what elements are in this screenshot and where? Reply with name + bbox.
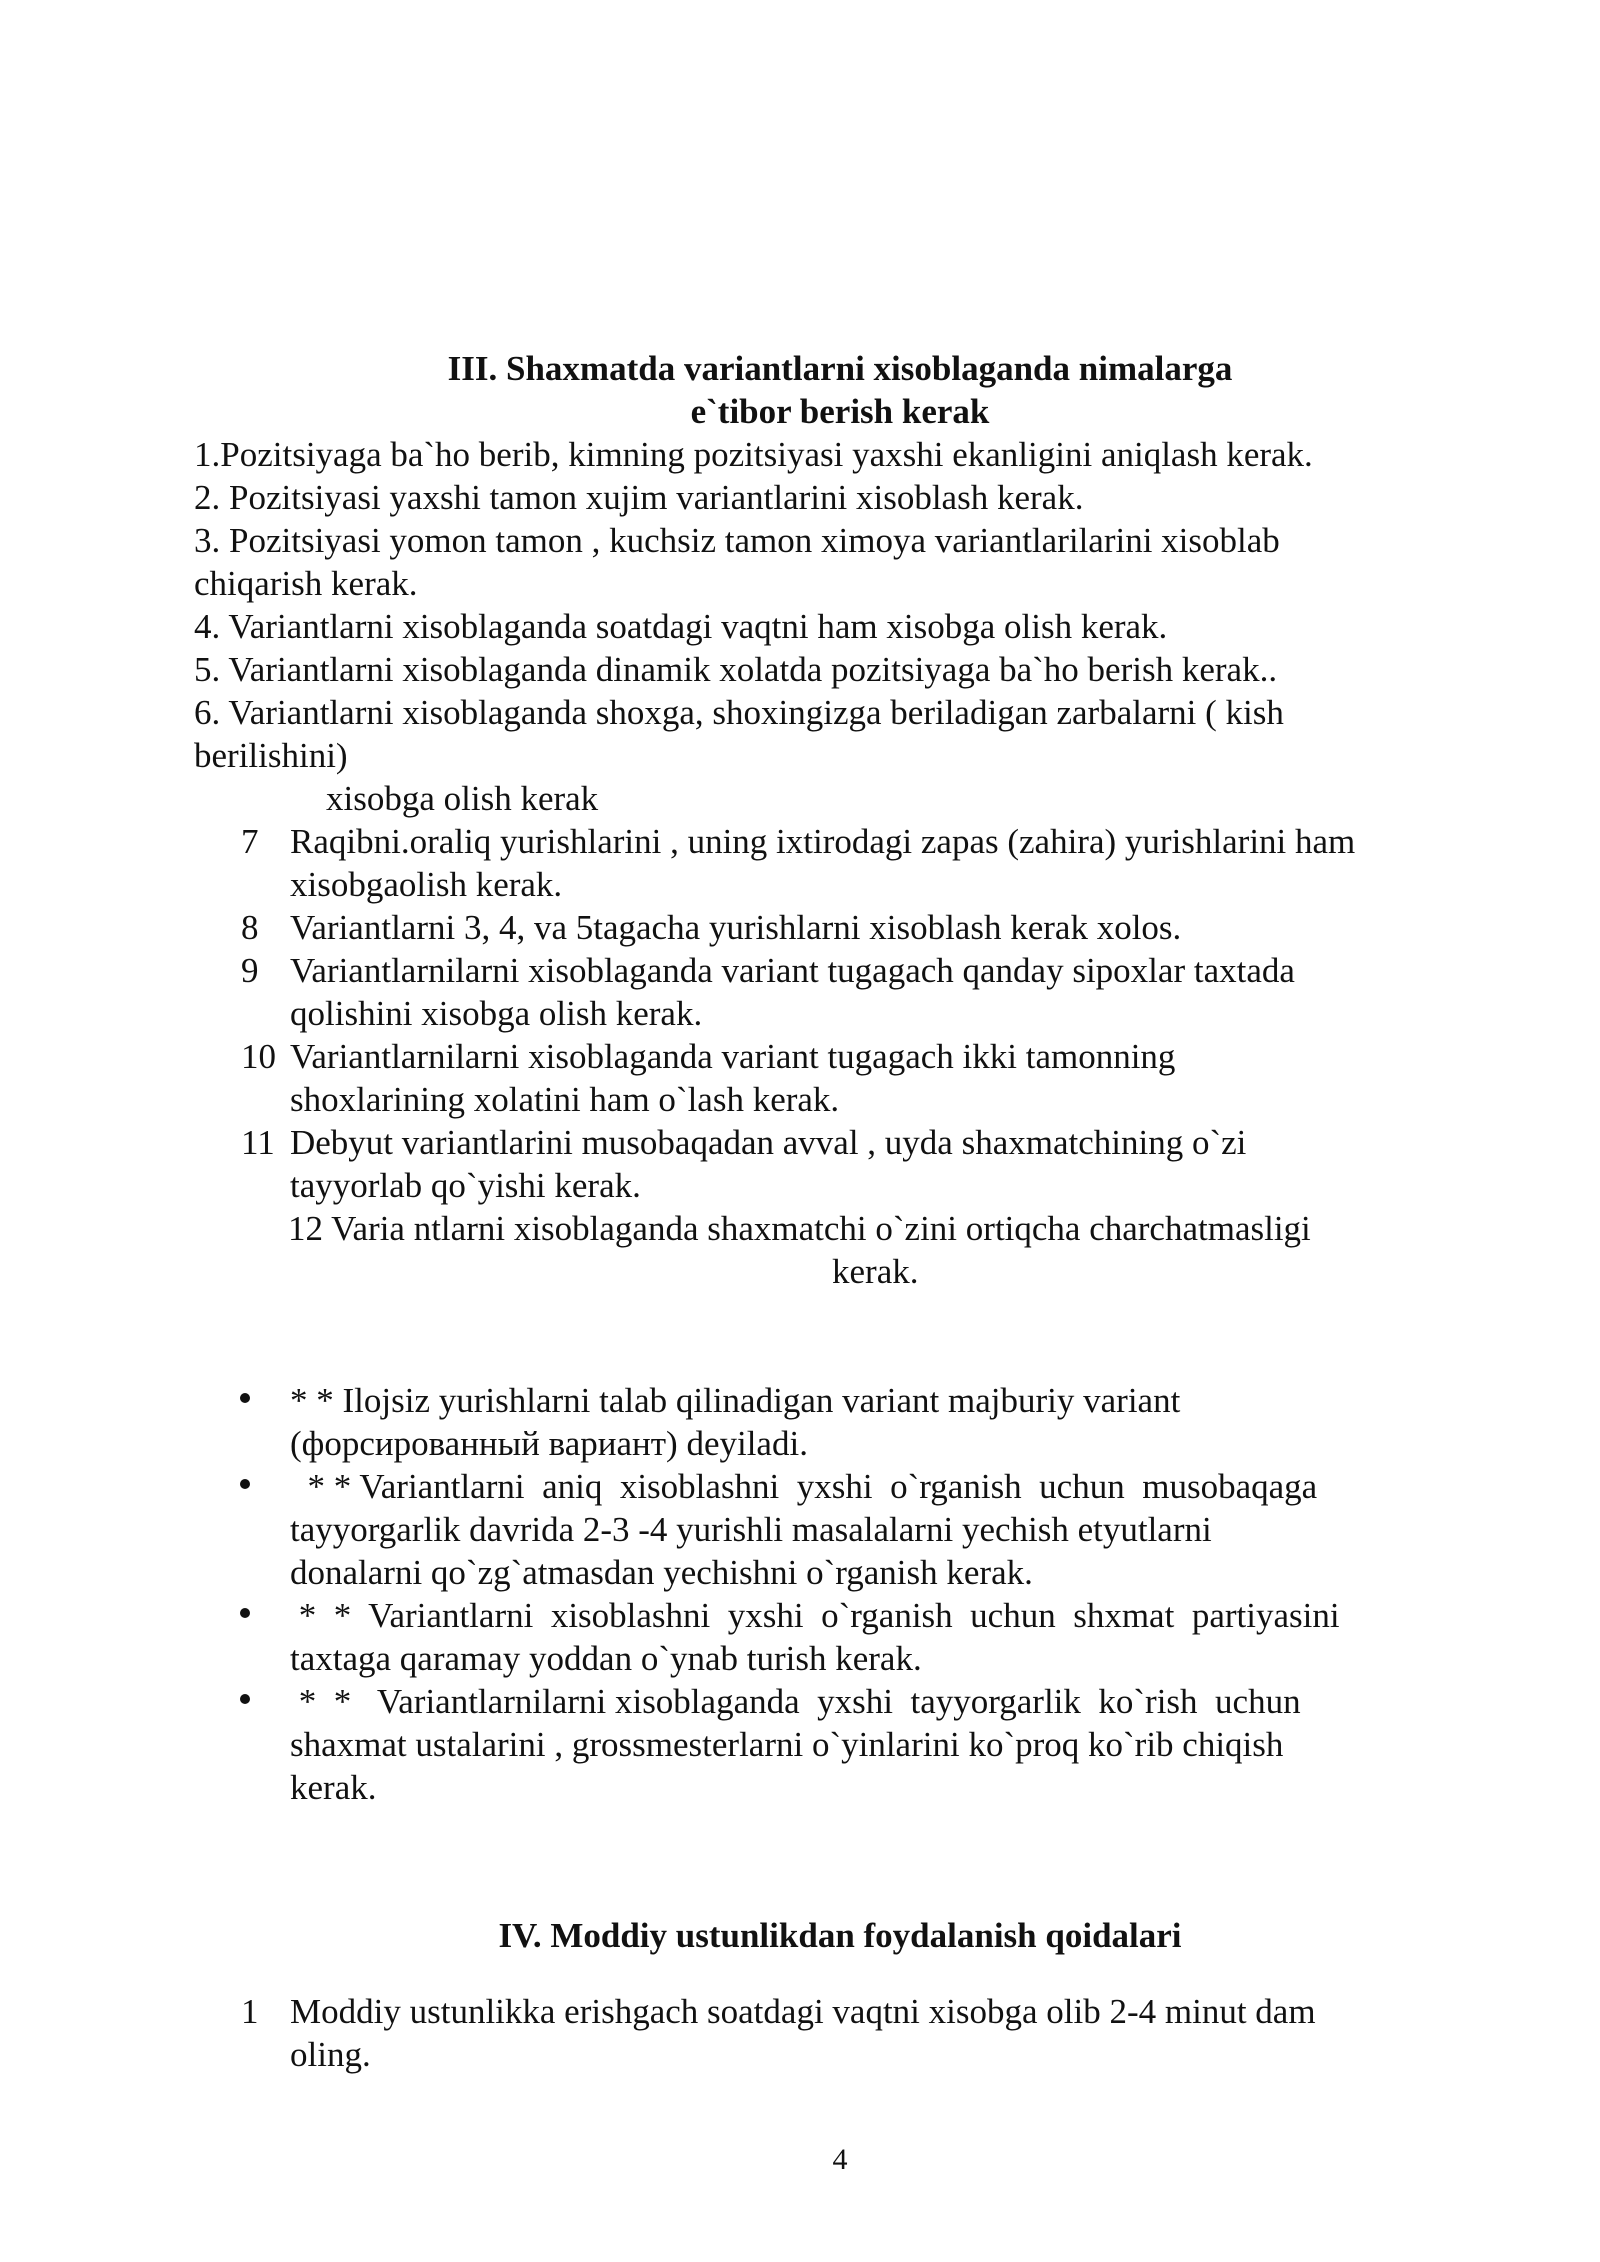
bullet-item-1-line-1: * * Ilojsiz yurishlarni talab qilinadigan variant majburiy variant (290, 1381, 1181, 1420)
list-item-3-line-1: 3. Pozitsiyasi yomon tamon , kuchsiz tamon ximoya variantlarilarini xisoblab (194, 521, 1280, 560)
bullet-item-3-line-2: taxtaga qaramay yoddan o`ynab turish kerak. (290, 1639, 922, 1678)
list-item-6-line-1: 6. Variantlarni xisoblaganda shoxga, shoxingizga beriladigan zarbalarni ( kish (194, 693, 1284, 732)
bullet-item-2-line-2: tayyorgarlik davrida 2-3 -4 yurishli masalalarni yechish etyutlarni (290, 1510, 1212, 1549)
bullet-dot (240, 1393, 250, 1403)
bullet-dot (240, 1608, 250, 1618)
list-item-6-line-2: berilishini) (194, 736, 348, 775)
list-item-7-line-2: xisobgaolish kerak. (290, 865, 563, 904)
section-4-item-1-line-1: Moddiy ustunlikka erishgach soatdagi vaqtni xisobga olib 2-4 minut dam (290, 1992, 1316, 2031)
list-item-10-line-2: shoxlarining xolatini ham o`lash kerak. (290, 1080, 840, 1119)
list-item-11-line-2: tayyorlab qo`yishi kerak. (290, 1166, 641, 1205)
bullet-item-4-line-2: shaxmat ustalarini , grossmesterlarni o`yinlarini ko`proq ko`rib chiqish (290, 1725, 1284, 1764)
list-item-2: 2. Pozitsiyasi yaxshi tamon xujim variantlarini xisoblash kerak. (194, 478, 1084, 517)
bullet-dot (240, 1479, 250, 1489)
section-4-item-1-line-2: oling. (290, 2035, 371, 2074)
list-item-4: 4. Variantlarni xisoblaganda soatdagi vaqtni ham xisobga olish kerak. (194, 607, 1168, 646)
list-item-1: 1.Pozitsiyaga ba`ho berib, kimning pozitsiyasi yaxshi ekanligini aniqlash kerak. (194, 435, 1313, 474)
list-item-3-line-2: chiqarish kerak. (194, 564, 418, 603)
list-item-5: 5. Variantlarni xisoblaganda dinamik xolatda pozitsiyaga ba`ho berish kerak.. (194, 650, 1278, 689)
list-item-9-line-1: Variantlarnilarni xisoblaganda variant tugagach qanday sipoxlar taxtada (290, 951, 1295, 990)
bullet-dot (240, 1694, 250, 1704)
section-4-title: IV. Moddiy ustunlikdan foydalanish qoidalari (498, 1916, 1182, 1955)
bullet-item-4-line-1: * * Variantlarnilarni xisoblaganda yxshi tayyorgarlik ko`rish uchun (290, 1682, 1301, 1721)
section-4-item-1-number: 1 (241, 1992, 259, 2031)
list-item-11-number: 11 (241, 1123, 275, 1162)
list-item-8-number: 8 (241, 908, 259, 947)
page-number: 4 (832, 2143, 848, 2176)
list-item-8: Variantlarni 3, 4, va 5tagacha yurishlarni xisoblash kerak xolos. (290, 908, 1182, 947)
section-3-title-line-1: III. Shaxmatda variantlarni xisoblaganda nimalarga (447, 349, 1233, 388)
list-item-7-line-1: Raqibni.oraliq yurishlarini , uning ixtirodagi zapas (zahira) yurishlarini ham (290, 822, 1356, 861)
list-item-12-line-2: kerak. (832, 1252, 919, 1291)
bullet-item-1-line-2: (форсированный вариант) deyiladi. (290, 1424, 808, 1463)
list-item-6-line-3: xisobga olish kerak (326, 779, 599, 818)
list-item-7-number: 7 (241, 822, 259, 861)
bullet-item-4-line-3: kerak. (290, 1768, 377, 1807)
list-item-11-line-1: Debyut variantlarini musobaqadan avval , uyda shaxmatchining o`zi (290, 1123, 1247, 1162)
list-item-10-line-1: Variantlarnilarni xisoblaganda variant tugagach ikki tamonning (290, 1037, 1176, 1076)
bullet-item-3-line-1: * * Variantlarni xisoblashni yxshi o`rganish uchun shxmat partiyasini (290, 1596, 1340, 1635)
list-item-9-line-2: qolishini xisobga olish kerak. (290, 994, 703, 1033)
list-item-10-number: 10 (241, 1037, 276, 1076)
bullet-item-2-line-1: * * Variantlarni aniq xisoblashni yxshi o`rganish uchun musobaqaga (290, 1467, 1318, 1506)
section-3-title-line-2: e`tibor berish kerak (690, 392, 990, 431)
list-item-12-line-1: 12 Varia ntlarni xisoblaganda shaxmatchi o`zini ortiqcha charchatmasligi (288, 1209, 1311, 1248)
bullet-item-2-line-3: donalarni qo`zg`atmasdan yechishni o`rganish kerak. (290, 1553, 1033, 1592)
list-item-9-number: 9 (241, 951, 259, 990)
